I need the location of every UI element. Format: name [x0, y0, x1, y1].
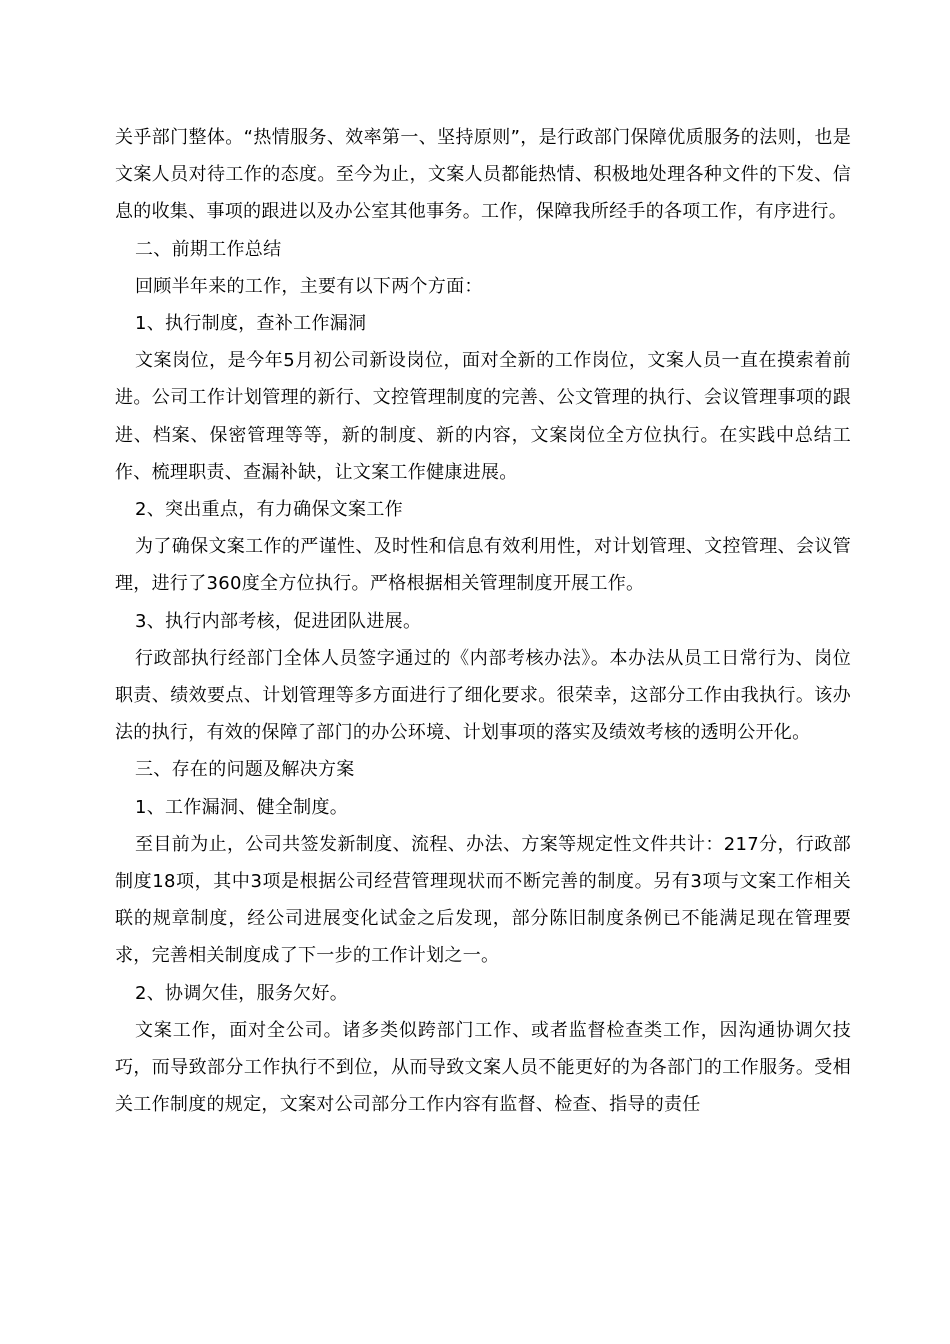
paragraph-9: 行政部执行经部门全体人员签字通过的《内部考核办法》。本办法从员工日常行为、岗位职责、绩效要点、计划管理等多方面进行了细化要求。很荣幸，这部分工作由我执行。该办法的执行，有效的保障了部门的办公环境、计划事项的落实及绩效考核的透明公开化。 — [115, 647, 851, 744]
section-heading-10: 三、存在的问题及解决方案 — [135, 759, 355, 781]
subheading-13: 2、协调欠佳，服务欠好。 — [135, 982, 349, 1004]
paragraph-7: 为了确保文案工作的严谨性、及时性和信息有效利用性，对计划管理、文控管理、会议管理，进行了360度全方位执行。严格根据相关管理制度开展工作。 — [115, 536, 851, 595]
document-body — [115, 119, 851, 1123]
paragraph-14: 文案工作，面对全公司。诸多类似跨部门工作、或者监督检查类工作，因沟通协调欠技巧，而导致部分工作执行不到位，从而导致文案人员不能更好的为各部门的工作服务。受相关工作制度的规定，文案对公司部分工作内容有监督、检查、指导的责任 — [115, 1019, 851, 1116]
section-heading-2: 二、前期工作总结 — [135, 238, 282, 260]
paragraph-12: 至目前为止，公司共签发新制度、流程、办法、方案等规定性文件共计：217分，行政部制度18项，其中3项是根据公司经营管理现状而不断完善的制度。另有3项与文案工作相关联的规章制度，经公司进展变化试金之后发现，部分陈旧制度条例已不能满足现在管理要求，完善相关制度成了下一步的工作计划之一。 — [115, 833, 851, 967]
paragraph-5: 文案岗位，是今年5月初公司新设岗位，面对全新的工作岗位，文案人员一直在摸索着前进。公司工作计划管理的新行、文控管理制度的完善、公文管理的执行、会议管理事项的跟进、档案、保密管理等等，新的制度、新的内容，文案岗位全方位执行。在实践中总结工作、梳理职责、查漏补缺，让文案工作健康进展。 — [115, 350, 851, 483]
subheading-6: 2、突出重点，有力确保文案工作 — [135, 499, 403, 521]
paragraph-1: 关乎部门整体。“热情服务、效率第一、坚持原则”，是行政部门保障优质服务的法则，也是文案人员对待工作的态度。至今为止，文案人员都能热情、积极地处理各种文件的下发、信息的收集、事项的跟进以及办公室其他事务。工作，保障我所经手的各项工作，有序进行。 — [115, 127, 851, 223]
subheading-8: 3、执行内部考核，促进团队进展。 — [135, 610, 422, 632]
paragraph-3: 回顾半年来的工作，主要有以下两个方面： — [135, 275, 483, 297]
subheading-4: 1、执行制度，查补工作漏洞 — [135, 313, 367, 335]
subheading-11: 1、工作漏洞、健全制度。 — [135, 796, 349, 818]
